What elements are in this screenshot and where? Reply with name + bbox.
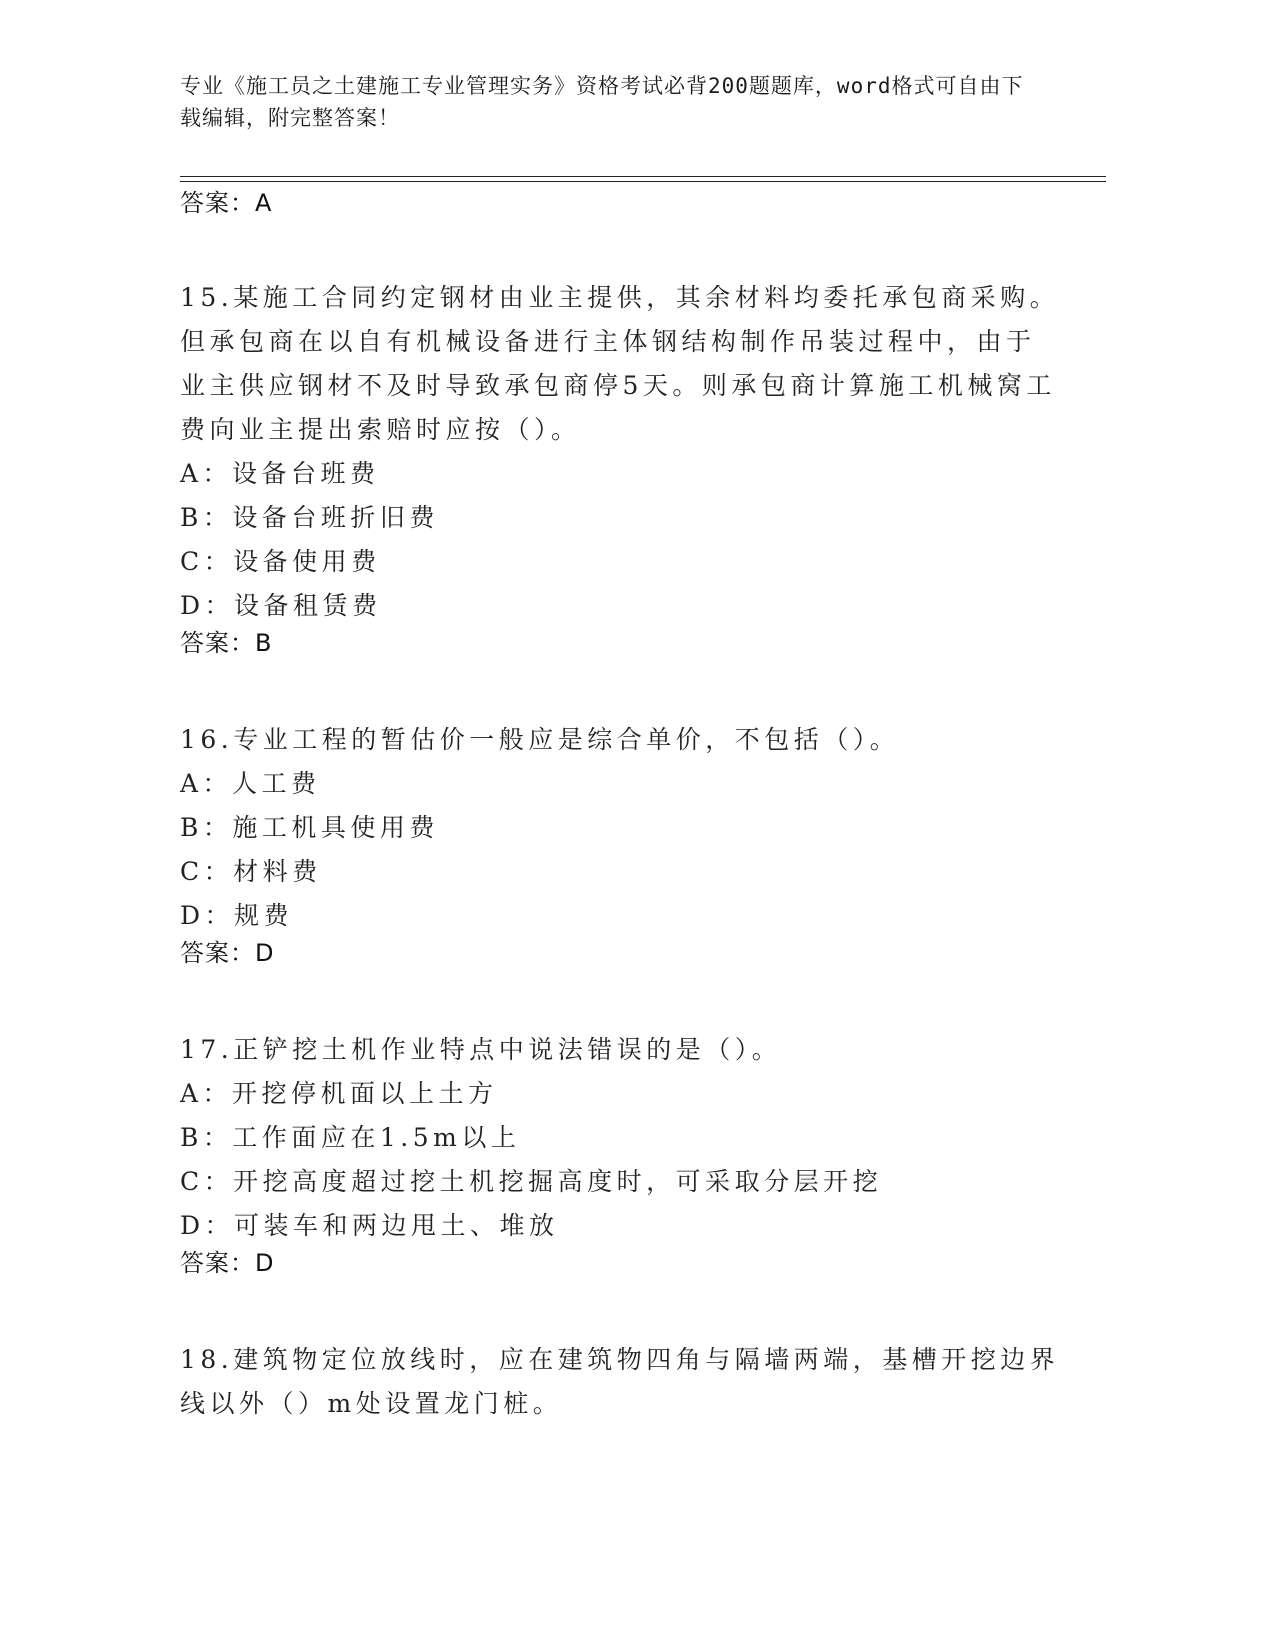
previous-answer: 答案：A: [180, 189, 273, 217]
answer-line: 答案：B: [180, 629, 273, 657]
option-d: D：规费: [180, 901, 294, 930]
question-block: [180, 276, 1060, 658]
document-header: 专业《施工员之土建施工专业管理实务》资格考试必背200题题库，word格式可自由下载编辑，附完整答案！: [180, 74, 1024, 130]
option-c: C：材料费: [180, 857, 322, 886]
question-list: [180, 188, 1060, 1426]
question-text: 15.某施工合同约定钢材由业主提供，其余材料均委托承包商采购。但承包商在以自有机械设备进行主体钢结构制作吊装过程中，由于业主供应钢材不及时导致承包商停5天。则承包商计算施工机械窝工费向业主提出索赔时应按（）。: [180, 283, 1060, 444]
option-c: C：开挖高度超过挖土机挖掘高度时，可采取分层开挖: [180, 1167, 883, 1196]
question-text: 16.专业工程的暂估价一般应是综合单价，不包括（）。: [180, 725, 900, 754]
option-b: B：施工机具使用费: [180, 813, 439, 842]
answer-line: 答案：D: [180, 1249, 275, 1277]
option-a: A：设备台班费: [180, 459, 380, 488]
option-d: D：可装车和两边甩土、堆放: [180, 1211, 559, 1240]
answer-line: 答案：D: [180, 939, 275, 967]
option-d: D：设备租赁费: [180, 591, 382, 620]
question-text: 17.正铲挖土机作业特点中说法错误的是（）。: [180, 1035, 782, 1064]
question-block: [180, 1028, 1060, 1278]
option-b: B：工作面应在1.5m以上: [180, 1123, 521, 1152]
option-a: A：开挖停机面以上土方: [180, 1079, 498, 1108]
question-text: 18.建筑物定位放线时，应在建筑物四角与隔墙两端，基槽开挖边界线以外（）m处设置龙门桩。: [180, 1345, 1060, 1418]
question-block: [180, 718, 1060, 968]
option-b: B：设备台班折旧费: [180, 503, 439, 532]
header-divider: [180, 176, 1106, 182]
option-a: A：人工费: [180, 769, 321, 798]
option-c: C：设备使用费: [180, 547, 381, 576]
question-block: [180, 1338, 1060, 1426]
